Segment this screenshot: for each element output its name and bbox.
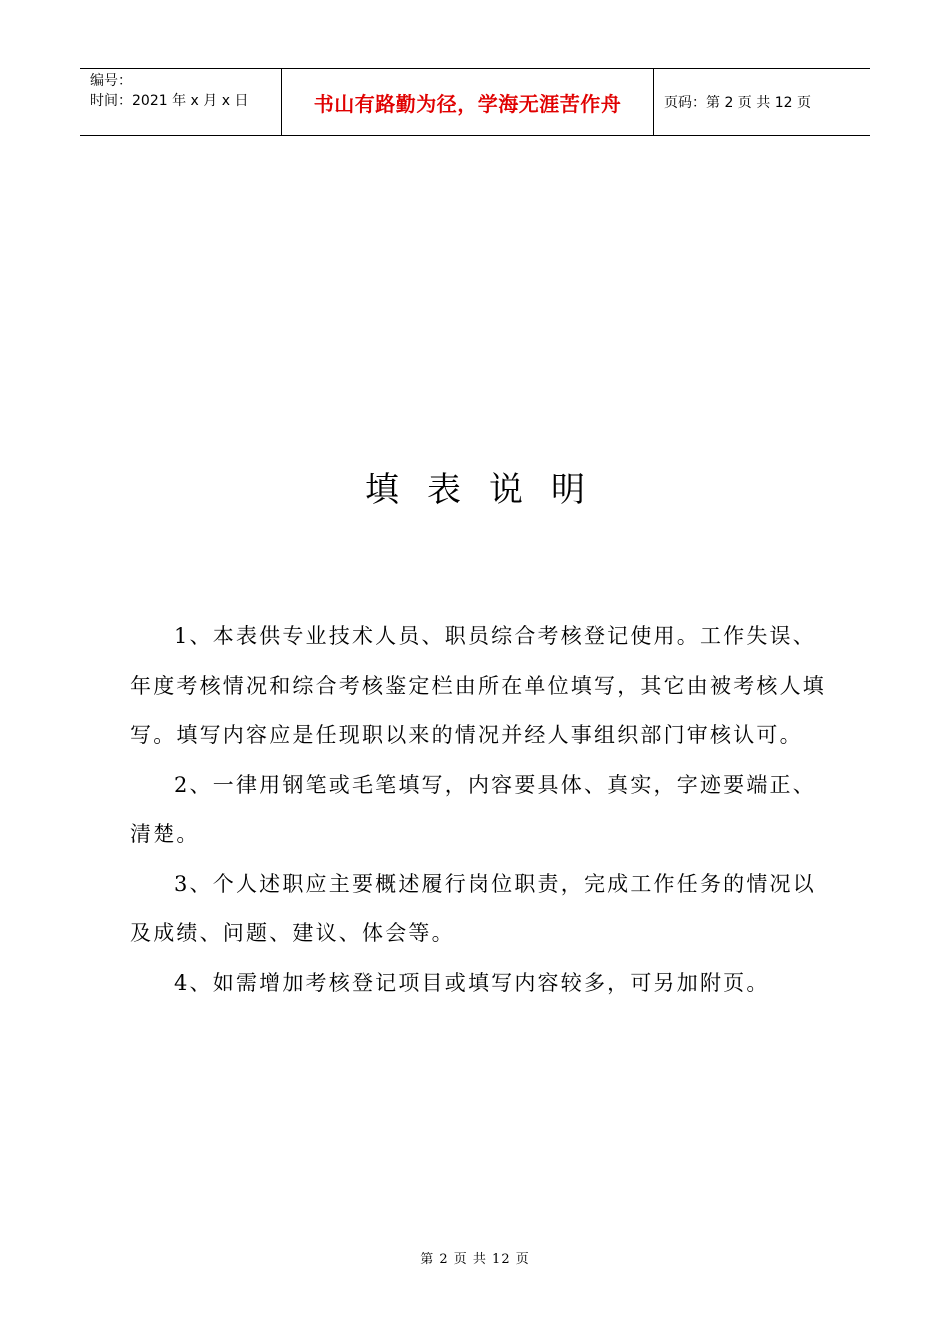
instruction-item-1: 1、本表供专业技术人员、职员综合考核登记使用。工作失误、年度考核情况和综合考核鉴定栏由所在单位填写，其它由被考核人填写。填写内容应是任现职以来的情况并经人事组织部门审核认可。 — [130, 624, 826, 747]
instruction-item-4: 4、如需增加考核登记项目或填写内容较多，可另加附页。 — [174, 970, 770, 995]
header-page-cell — [654, 69, 870, 135]
instruction-item-3: 3、个人述职应主要概述履行岗位职责，完成工作任务的情况以及成绩、问题、建议、体会等。 — [130, 871, 816, 945]
page-footer: 第 2 页 共 12 页 — [420, 1252, 530, 1267]
page-info: 页码：第 2 页 共 12 页 — [664, 95, 811, 111]
header-motto-cell — [282, 69, 654, 135]
instructions-body — [130, 612, 830, 1008]
time-label: 时间：2021 年 x 月 x 日 — [90, 93, 249, 109]
header-meta-cell — [80, 69, 282, 135]
instruction-item-2: 2、一律用钢笔或毛笔填写，内容要具体、真实，字迹要端正、清楚。 — [130, 772, 816, 846]
number-label: 编号： — [90, 73, 132, 89]
motto-text: 书山有路勤为径，学海无涯苦作舟 — [313, 91, 622, 116]
document-header — [80, 68, 870, 136]
page-title: 填表说明 — [365, 470, 613, 510]
